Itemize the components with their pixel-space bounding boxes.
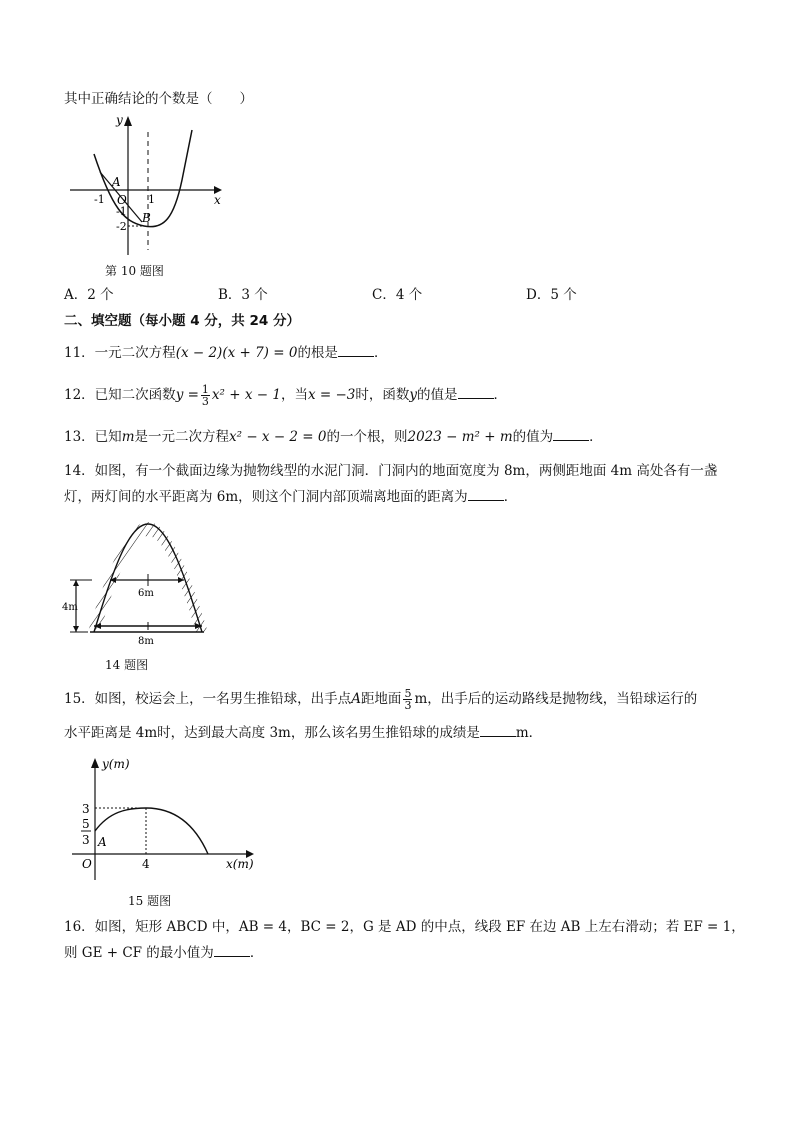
q13-equation: x² − x − 2 = 0 xyxy=(229,429,327,445)
q15-frac-den: 3 xyxy=(404,699,412,712)
q15-text-d: 水平距离是 4m时，达到最大高度 3m，那么该名男生推铅球的成绩是 xyxy=(64,725,480,741)
q14-label-6m: 6m xyxy=(138,588,154,599)
q15-answer-blank[interactable] xyxy=(480,724,516,737)
section-heading: 二、填空题（每小题 4 分，共 24 分） xyxy=(64,313,300,329)
q10-y-label: y xyxy=(116,113,123,127)
q15-frac-5: 5 xyxy=(82,817,90,831)
q10-tick-1x: 1 xyxy=(148,193,155,206)
q14-text-b: ． xyxy=(503,489,518,505)
q15-line1 xyxy=(64,684,697,714)
q11-text-c: ． xyxy=(373,345,388,361)
q12-text-e: ． xyxy=(493,387,508,403)
q15-caption: 15 题图 xyxy=(128,894,172,908)
q12-text-c: 时，函数 xyxy=(355,387,410,403)
q13-expression: 2023 − m² + m xyxy=(407,429,513,445)
q10-option-a: A．2 个 xyxy=(64,287,114,303)
q16-answer-blank[interactable] xyxy=(214,944,250,957)
q12-text-d: 的值是 xyxy=(417,387,458,403)
q13-answer-blank[interactable] xyxy=(553,428,589,441)
q13-text-d: 的值为 xyxy=(512,429,554,445)
q10-tick-neg1y: -1 xyxy=(116,205,127,218)
q13-text-a: 13．已知 xyxy=(64,429,122,445)
q14-arch-figure xyxy=(62,514,216,650)
q12-text-a: 12．已知二次函数 xyxy=(64,387,176,403)
q12-frac-den: 3 xyxy=(201,395,209,408)
q14-answer-blank[interactable] xyxy=(468,488,504,501)
q10-x-label: x xyxy=(214,193,221,207)
q16-text-a: 则 GE + CF 的最小值为 xyxy=(64,945,214,961)
q14-line1: 14．如图，有一个截面边缘为抛物线型的水泥门洞．门洞内的地面宽度为 8m，两侧距地面 4m 高处各有一盏 xyxy=(64,463,718,479)
q16-line2 xyxy=(64,944,263,962)
q15-fraction xyxy=(403,688,412,711)
q10-option-b: B．3 个 xyxy=(218,287,268,303)
q12-condition: x = −3 xyxy=(307,387,356,403)
q15-label-O: O xyxy=(82,857,92,871)
q16-line1: 16．如图，矩形 ABCD 中，AB = 4，BC = 2，G 是 AD 的中点，线段 EF 在边 AB 上左右滑动；若 EF = 1， xyxy=(64,919,745,935)
q10-label-O: O xyxy=(117,193,127,207)
q12-fraction xyxy=(201,384,210,407)
q14-line2 xyxy=(64,488,517,506)
q11-text-b: 的根是 xyxy=(297,345,338,361)
q12-y: y = xyxy=(175,387,199,403)
q15-frac-3: 3 xyxy=(82,833,90,847)
q10-label-B: B xyxy=(142,211,151,225)
q15-unit: m xyxy=(414,691,428,707)
q15-label-A: A xyxy=(98,835,107,849)
q12-function-rest: x² + x − 1 xyxy=(211,387,281,403)
q15-y-label: y(m) xyxy=(102,757,130,771)
q11-equation: (x − 2)(x + 7) = 0 xyxy=(175,345,298,361)
q11-answer-blank[interactable] xyxy=(338,344,374,357)
q12-var-y: y xyxy=(409,387,418,403)
q15-text-b: 距地面 xyxy=(360,691,402,707)
q15-tick-3: 3 xyxy=(82,802,90,816)
q10-option-d: D．5 个 xyxy=(526,287,577,303)
q14-label-8m: 8m xyxy=(138,636,154,647)
q13-text-e: ． xyxy=(589,429,603,445)
q10-tick-neg2y: -2 xyxy=(116,220,127,233)
q11-text-a: 11．一元二次方程 xyxy=(64,345,176,361)
q10-caption: 第 10 题图 xyxy=(105,264,164,278)
q10-tick-neg1x: -1 xyxy=(94,193,105,206)
q15-line2 xyxy=(64,724,542,742)
q15-tick-4: 4 xyxy=(142,857,150,871)
q14-text-a: 灯，两灯间的水平距离为 6m，则这个门洞内部顶端离地面的距离为 xyxy=(64,489,468,505)
q15-shotput-figure xyxy=(64,752,264,882)
q13-text-c: 的一个根，则 xyxy=(326,429,408,445)
q15-text-e: m． xyxy=(515,725,543,741)
q12-text-b: ，当 xyxy=(280,387,308,403)
q12 xyxy=(64,380,507,410)
q10-label-A: A xyxy=(112,175,121,189)
q15-text-c: ，出手后的运动路线是抛物线，当铅球运行的 xyxy=(427,691,698,707)
q10-parabola-figure xyxy=(64,110,234,260)
q15-x-label: x(m) xyxy=(226,857,254,871)
q15-frac-num: 5 xyxy=(404,687,412,700)
q12-answer-blank[interactable] xyxy=(458,386,494,399)
q13-text-b: 是一元二次方程 xyxy=(134,429,229,445)
q13 xyxy=(64,428,603,446)
q14-label-4m: 4m xyxy=(62,602,78,613)
q14-caption: 14 题图 xyxy=(105,658,149,672)
q15-text-a: 15．如图，校运会上，一名男生推铅球，出手点 xyxy=(64,691,352,707)
q15-point-A: A xyxy=(351,691,361,707)
q10-option-c: C．4 个 xyxy=(372,287,423,303)
q10-stem: 其中正确结论的个数是（ ） xyxy=(64,91,253,107)
q13-m: m xyxy=(121,429,135,445)
q11 xyxy=(64,344,387,362)
q12-frac-num: 1 xyxy=(201,383,209,396)
q16-text-b: ． xyxy=(249,945,264,961)
